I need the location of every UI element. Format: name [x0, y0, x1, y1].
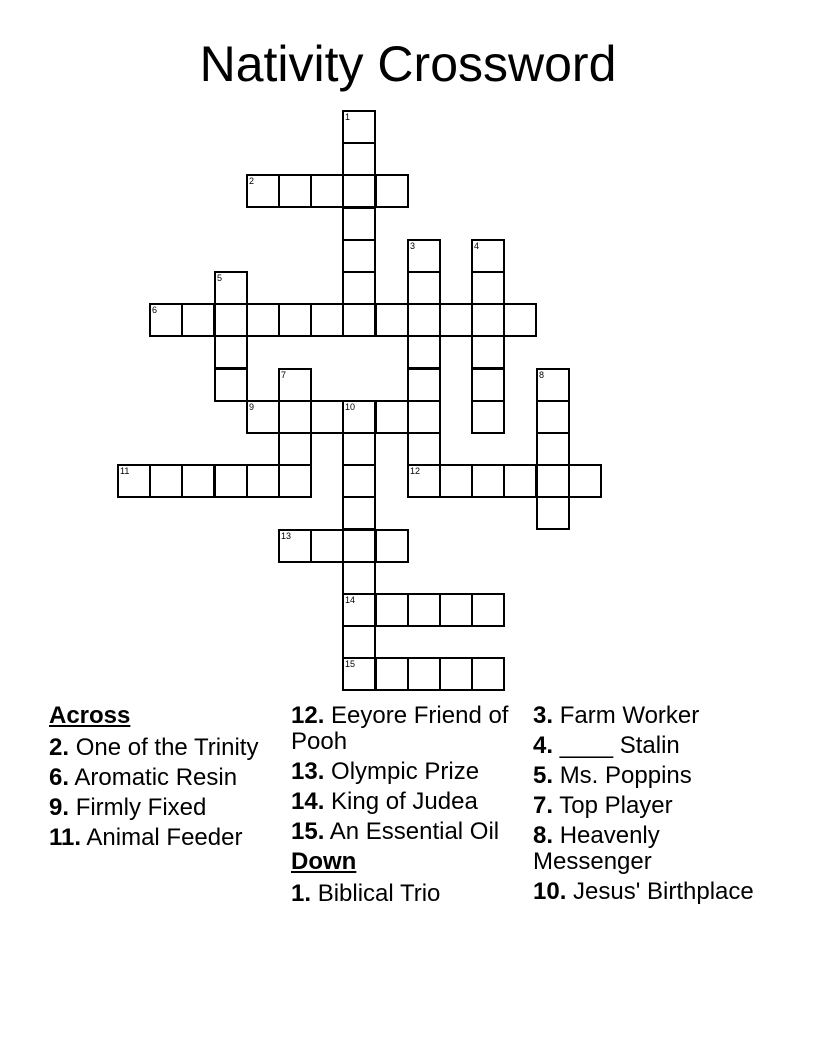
grid-cell[interactable]: [407, 271, 441, 305]
grid-cell[interactable]: [536, 496, 570, 530]
grid-cell[interactable]: [471, 593, 505, 627]
grid-cell[interactable]: [471, 657, 505, 691]
clue-column-1: [49, 703, 284, 855]
grid-cell[interactable]: [342, 110, 376, 144]
grid-cell[interactable]: [278, 368, 312, 402]
grid-cell[interactable]: [407, 239, 441, 273]
grid-cell[interactable]: [471, 239, 505, 273]
grid-cell[interactable]: [407, 657, 441, 691]
grid-cell[interactable]: [375, 657, 409, 691]
grid-cell[interactable]: [407, 432, 441, 466]
grid-cell[interactable]: [407, 335, 441, 369]
grid-cell[interactable]: [471, 303, 505, 337]
grid-cell[interactable]: [214, 464, 248, 498]
cell-number: 1: [345, 112, 351, 122]
cell-number: 6: [152, 305, 158, 315]
grid-cell[interactable]: [342, 561, 376, 595]
grid-cell[interactable]: [375, 593, 409, 627]
clue-down-10: 10. Jesus' Birthplace: [533, 878, 754, 905]
grid-cell[interactable]: [407, 593, 441, 627]
grid-cell[interactable]: [310, 529, 344, 563]
grid-cell[interactable]: [407, 464, 441, 498]
grid-cell[interactable]: [278, 303, 312, 337]
grid-cell[interactable]: [181, 303, 215, 337]
grid-cell[interactable]: [214, 368, 248, 402]
grid-cell[interactable]: [471, 464, 505, 498]
clue-across-2: 2. One of the Trinity: [49, 734, 259, 761]
grid-cell[interactable]: [375, 174, 409, 208]
grid-cell[interactable]: [471, 271, 505, 305]
clue-across-6: 6. Aromatic Resin: [49, 764, 238, 791]
cell-number: 4: [474, 241, 480, 251]
grid-cell[interactable]: [407, 303, 441, 337]
cell-number: 3: [410, 241, 416, 251]
grid-cell[interactable]: [471, 335, 505, 369]
clue-across-12: 12. Eeyore Friend of Pooh: [291, 702, 509, 755]
grid-cell[interactable]: [342, 464, 376, 498]
clue-column-2: [291, 703, 526, 911]
cell-number: 9: [249, 402, 255, 412]
grid-cell[interactable]: [278, 174, 312, 208]
clue-across-11: 11. Animal Feeder: [49, 824, 243, 851]
grid-cell[interactable]: [342, 496, 376, 530]
clue-down-5: 5. Ms. Poppins: [533, 762, 692, 789]
grid-cell[interactable]: [568, 464, 602, 498]
cell-number: 7: [281, 370, 287, 380]
grid-cell[interactable]: [310, 174, 344, 208]
clue-column-3: [533, 703, 773, 909]
cell-number: 12: [410, 466, 421, 476]
clue-across-13: 13. Olympic Prize: [291, 758, 480, 785]
cell-number: 13: [281, 531, 292, 541]
grid-cell[interactable]: [342, 657, 376, 691]
clue-down-7: 7. Top Player: [533, 792, 673, 819]
grid-cell[interactable]: [246, 464, 280, 498]
grid-cell[interactable]: [503, 464, 537, 498]
cell-number: 2: [249, 176, 255, 186]
grid-cell[interactable]: [342, 529, 376, 563]
clue-down-4: 4. ____ Stalin: [533, 732, 680, 759]
grid-cell[interactable]: [214, 335, 248, 369]
grid-cell[interactable]: [278, 464, 312, 498]
grid-cell[interactable]: [278, 432, 312, 466]
clue-down-1: 1. Biblical Trio: [291, 880, 441, 907]
cell-number: 5: [217, 273, 223, 283]
grid-cell[interactable]: [407, 368, 441, 402]
clue-across-15: 15. An Essential Oil: [291, 818, 500, 845]
cell-number: 10: [345, 402, 356, 412]
grid-cell[interactable]: [471, 400, 505, 434]
grid-cell[interactable]: [536, 432, 570, 466]
grid-cell[interactable]: [375, 529, 409, 563]
grid-cell[interactable]: [439, 657, 473, 691]
grid-cell[interactable]: [471, 368, 505, 402]
across-heading: Across: [49, 702, 131, 729]
cell-number: 14: [345, 595, 356, 605]
grid-cell[interactable]: [310, 303, 344, 337]
grid-cell[interactable]: [246, 174, 280, 208]
grid-cell[interactable]: [342, 174, 376, 208]
down-heading: Down: [291, 848, 357, 875]
grid-cell[interactable]: [246, 303, 280, 337]
grid-cell[interactable]: [342, 432, 376, 466]
grid-cell[interactable]: [342, 303, 376, 337]
grid-cell[interactable]: [246, 400, 280, 434]
grid-cell[interactable]: [342, 142, 376, 176]
grid-cell[interactable]: [342, 593, 376, 627]
grid-cell[interactable]: [536, 400, 570, 434]
cell-number: 11: [120, 466, 130, 476]
grid-cell[interactable]: [310, 400, 344, 434]
grid-cell[interactable]: [278, 400, 312, 434]
grid-cell[interactable]: [342, 239, 376, 273]
grid-cell[interactable]: [181, 464, 215, 498]
grid-cell[interactable]: [439, 593, 473, 627]
grid-cell[interactable]: [214, 303, 248, 337]
cell-number: 15: [345, 659, 356, 669]
grid-cell[interactable]: [536, 464, 570, 498]
grid-cell[interactable]: [375, 400, 409, 434]
grid-cell[interactable]: [503, 303, 537, 337]
grid-cell[interactable]: [407, 400, 441, 434]
grid-cell[interactable]: [342, 400, 376, 434]
clue-down-8: 8. Heavenly Messenger: [533, 822, 660, 875]
clue-down-3: 3. Farm Worker: [533, 702, 700, 729]
grid-cell[interactable]: [342, 207, 376, 241]
grid-cell[interactable]: [149, 303, 183, 337]
grid-cell[interactable]: [536, 368, 570, 402]
grid-cell[interactable]: [439, 303, 473, 337]
grid-cell[interactable]: [117, 464, 151, 498]
grid-cell[interactable]: [375, 303, 409, 337]
clue-across-9: 9. Firmly Fixed: [49, 794, 207, 821]
cell-number: 8: [539, 370, 545, 380]
grid-cell[interactable]: [149, 464, 183, 498]
page-title: Nativity Crossword: [199, 36, 617, 92]
grid-cell[interactable]: [278, 529, 312, 563]
grid-cell[interactable]: [214, 271, 248, 305]
grid-cell[interactable]: [342, 271, 376, 305]
clue-across-14: 14. King of Judea: [291, 788, 478, 815]
grid-cell[interactable]: [342, 625, 376, 659]
grid-cell[interactable]: [439, 464, 473, 498]
